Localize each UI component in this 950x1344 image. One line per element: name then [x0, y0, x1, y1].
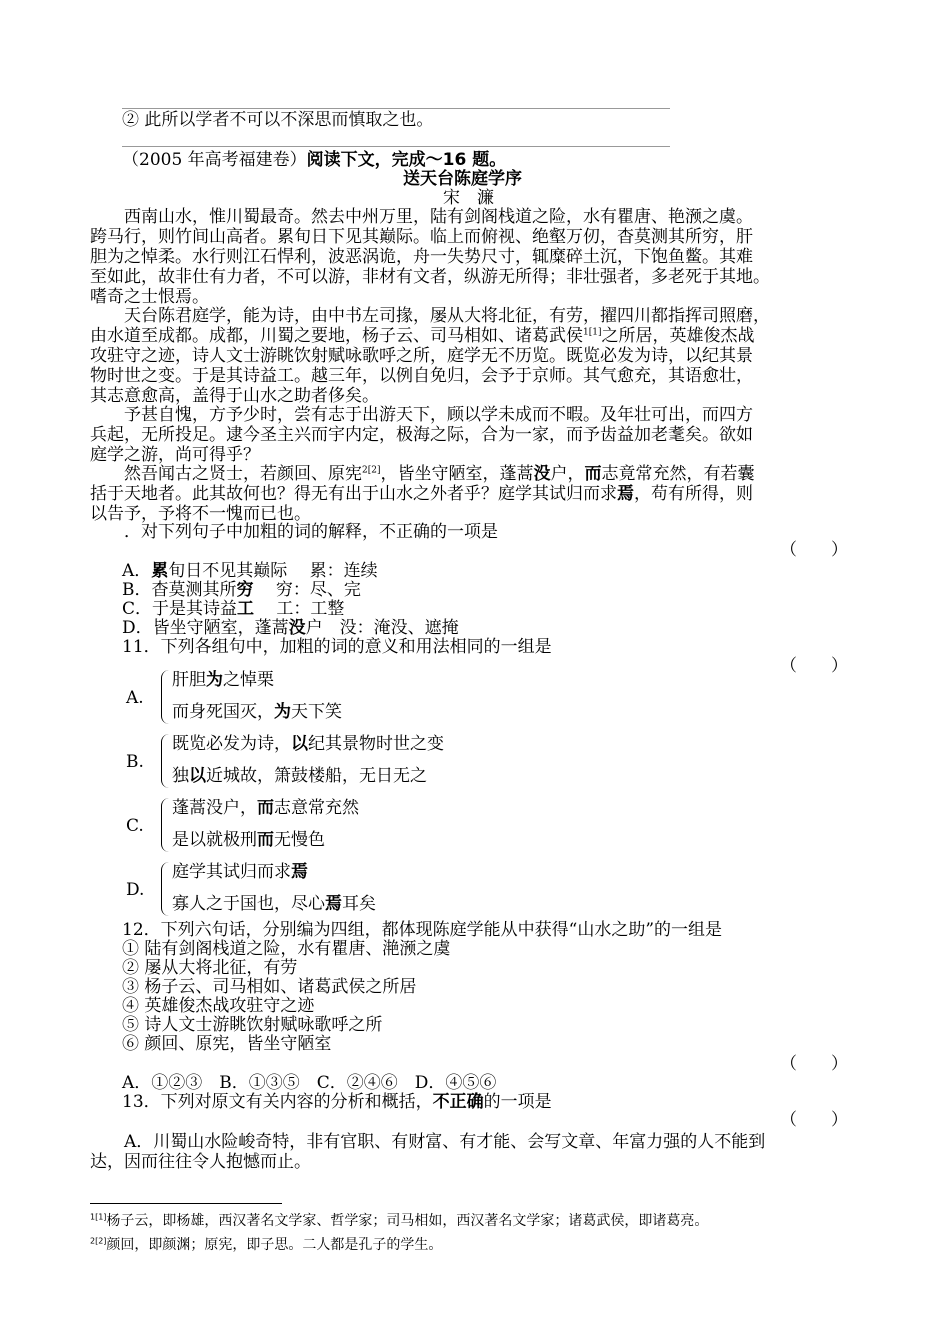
- passage-text: 然吾闻古之贤士，若颜回、原宪: [90, 464, 362, 484]
- option-text: 志意常充然: [274, 798, 359, 818]
- passage-text: 由水道至成都。成都，川蜀之要地，杨子云、司马相如、诸葛武侯: [90, 326, 583, 346]
- passage-line: 跨马行，则竹间山高者。累旬日下见其巅际。临上而俯视、绝壑万仞，杳莫测其所穷，肝: [90, 227, 753, 247]
- option-line: [172, 894, 376, 914]
- passage-line: 其志意愈高，盖得于山水之助者侈矣。: [90, 386, 379, 406]
- option-text: 而身死国灭，: [172, 702, 274, 722]
- option-label: B.: [126, 752, 144, 772]
- option-a[interactable]: [122, 561, 378, 581]
- section-instruction: 阅读下文，完成～16 题。: [306, 150, 507, 170]
- passage-line: 天台陈君庭学，能为诗，由中书左司掾，屡从大将北征，有劳，擢四川都指挥司照磨，: [90, 306, 770, 326]
- option-line: [172, 670, 274, 690]
- list-item: ③ 杨子云、司马相如、诸葛武侯之所居: [122, 977, 417, 997]
- passage-line: [90, 484, 753, 504]
- option-text: 近城故，箫鼓楼船，无日无之: [206, 766, 427, 786]
- section-source: （2005 年高考福建卷）: [122, 150, 307, 170]
- passage-line: 兵起，无所投足。逮今圣主兴而宇内定，极海之际，合为一家，而予齿益加老耄矣。欲如: [90, 425, 753, 445]
- brace-icon: [161, 670, 170, 724]
- passage-line: [90, 464, 754, 484]
- list-item: ⑤ 诗人文士游眺饮射赋咏歌呼之所: [122, 1015, 383, 1035]
- passage-line: 胆为之悼柔。水行则江石悍利，波恶涡诡，舟一失势尺寸，辄糜碎土沉，下饱鱼鳖。其难: [90, 247, 753, 267]
- bold-word: 焉: [325, 894, 342, 914]
- question-13-stem: [122, 1092, 552, 1112]
- footnote-1: [90, 1212, 708, 1230]
- divider-rule: [122, 108, 670, 109]
- footnote-ref-2[interactable]: 2[2]: [362, 465, 381, 476]
- passage-text: 之所居，英雄俊杰战: [601, 326, 755, 346]
- answer-blank[interactable]: （ ）: [780, 656, 848, 676]
- option-text: 寡人之于国也，尽心: [172, 894, 325, 914]
- option-text: 穷：尽、完: [253, 580, 361, 600]
- option-text: C．于是其诗益: [122, 599, 238, 619]
- option-line: [172, 734, 444, 754]
- passage-line: 物时世之变。于是其诗益工。越三年，以例自免归，会予于京师。其气愈充，其语愈壮，: [90, 366, 753, 386]
- section-intro: [122, 150, 506, 170]
- bold-word: 以: [291, 734, 308, 754]
- footnote-text: 颜回，即颜渊；原宪，即子思。二人都是孔子的学生。: [106, 1237, 443, 1253]
- bold-word: 以: [189, 766, 206, 786]
- footnote-divider: [90, 1203, 282, 1204]
- option-text: 肝胆: [172, 670, 206, 690]
- question-11-stem: 11．下列各组句中，加粗的词的意义和用法相同的一组是: [122, 637, 552, 657]
- option-text: 是以就极刑: [172, 830, 257, 850]
- question-12-options[interactable]: A．①②③ B．①③⑤ C．②④⑥ D．④⑤⑥: [122, 1073, 497, 1093]
- option-text: A．: [122, 561, 152, 581]
- option-text: D．皆坐守陋室，蓬蒿: [122, 618, 289, 638]
- passage-text: ，皆坐守陋室，蓬蒿: [380, 464, 534, 484]
- bold-word: 工: [237, 599, 255, 619]
- option-label: A.: [126, 688, 144, 708]
- option-line: [172, 766, 427, 786]
- bold-word: 为: [206, 670, 223, 690]
- option-text: 独: [172, 766, 189, 786]
- footnote-text: 杨子云，即杨雄，西汉著名文学家、哲学家；司马相如，西汉著名文学家；诸葛武侯，即诸葛亮。: [106, 1213, 709, 1229]
- bold-word: 没: [533, 464, 551, 484]
- bold-word: 累: [151, 561, 169, 581]
- option-line: [172, 702, 342, 722]
- bold-word: 没: [288, 618, 306, 638]
- option-text: 既览必发为诗，: [172, 734, 291, 754]
- passage-text: 户，: [550, 464, 585, 484]
- question-text: 13．下列对原文有关内容的分析和概括，: [122, 1092, 433, 1112]
- option-c[interactable]: [122, 599, 344, 619]
- passage-text: 括于天地者。此其故何也？得无有出于山水之外者乎？庭学其试归而求: [90, 484, 617, 504]
- footnote-ref-1[interactable]: 1[1]: [583, 327, 602, 338]
- answer-blank[interactable]: （ ）: [780, 540, 848, 560]
- question-12-stem: 12．下列六句话，分别编为四组，都体现陈庭学能从中获得“山水之助”的一组是: [122, 920, 723, 940]
- passage-text: ，苟有所得，则: [634, 484, 753, 504]
- question-text: 的一项是: [483, 1092, 552, 1112]
- bold-word: 不正确: [432, 1092, 484, 1112]
- footnote-mark: 1[1]: [90, 1212, 107, 1222]
- answer-blank[interactable]: （ ）: [780, 1110, 848, 1130]
- passage-line: 以告予，予将不一愧而已也。: [90, 504, 311, 524]
- option-text: 蓬蒿没户，: [172, 798, 257, 818]
- passage-title: 送天台陈庭学序: [403, 169, 522, 189]
- option-text: 无慢色: [274, 830, 325, 850]
- passage-line: 予甚自愧，方予少时，尝有志于出游天下，顾以学未成而不暇。及年壮可出，而四方: [90, 405, 753, 425]
- option-text: 耳矣: [342, 894, 376, 914]
- option-text: 庭学其试归而求: [172, 862, 291, 882]
- bold-word: 而: [257, 830, 274, 850]
- list-item: ⑥ 颜回、原宪，皆坐守陋室: [122, 1034, 332, 1054]
- brace-icon: [161, 862, 170, 916]
- option-text: 工：工整: [254, 599, 345, 619]
- option-text: 旬日不见其巅际 累：连续: [168, 561, 378, 581]
- option-a-continued: 达，因而往往令人抱憾而止。: [90, 1152, 311, 1172]
- option-line: [172, 798, 359, 818]
- footnote-2: [90, 1236, 442, 1254]
- option-b[interactable]: [122, 580, 361, 600]
- bold-word: 焉: [617, 484, 634, 504]
- option-line: [172, 830, 325, 850]
- option-d[interactable]: [122, 618, 459, 638]
- passage-line: 庭学之游，尚可得乎？: [90, 445, 260, 465]
- divider-rule: [122, 146, 670, 147]
- answer-line-2: ② 此所以学者不可以不深思而慎取之也。: [122, 110, 434, 130]
- footnote-mark: 2[2]: [90, 1236, 107, 1246]
- option-text: B．杳莫测其所: [122, 580, 237, 600]
- option-label: C.: [126, 816, 144, 836]
- option-text: 纪其景物时世之变: [308, 734, 444, 754]
- option-text: 之悼栗: [223, 670, 274, 690]
- brace-icon: [161, 734, 170, 788]
- question-10-stem: ．对下列句子中加粗的词的解释，不正确的一项是: [90, 522, 498, 542]
- passage-author: 宋 濂: [443, 188, 494, 208]
- passage-line: [90, 326, 754, 346]
- option-text: 户 没：淹没、遮掩: [305, 618, 459, 638]
- bold-word: 为: [274, 702, 291, 722]
- option-a[interactable]: A．川蜀山水险峻奇特，非有官职、有财富、有才能、会写文章、年富力强的人不能到: [90, 1132, 766, 1152]
- passage-line: 西南山水，惟川蜀最奇。然去中州万里，陆有剑阁栈道之险，水有瞿唐、艳滪之虞。: [90, 207, 753, 227]
- option-text: 天下笑: [291, 702, 342, 722]
- list-item: ② 屡从大将北征，有劳: [122, 958, 298, 978]
- list-item: ① 陆有剑阁栈道之险，水有瞿唐、滟滪之虞: [122, 939, 451, 959]
- passage-line: 攻驻守之迹，诗人文士游眺饮射赋咏歌呼之所，庭学无不历览。既览必发为诗，以纪其景: [90, 346, 753, 366]
- bold-word: 而: [584, 464, 602, 484]
- bold-word: 焉: [291, 862, 308, 882]
- list-item: ④ 英雄俊杰战攻驻守之迹: [122, 996, 315, 1016]
- passage-text: 志竟常充然，有若囊: [601, 464, 755, 484]
- bold-word: 而: [257, 798, 274, 818]
- option-line: [172, 862, 308, 882]
- option-label: D.: [126, 880, 145, 900]
- brace-icon: [161, 798, 170, 852]
- passage-line: 嗜奇之士恨焉。: [90, 287, 209, 307]
- answer-blank[interactable]: （ ）: [780, 1054, 848, 1074]
- bold-word: 穷: [236, 580, 254, 600]
- passage-line: 至如此，故非仕有力者，不可以游，非材有文者，纵游无所得；非壮强者，多老死于其地。: [90, 267, 770, 287]
